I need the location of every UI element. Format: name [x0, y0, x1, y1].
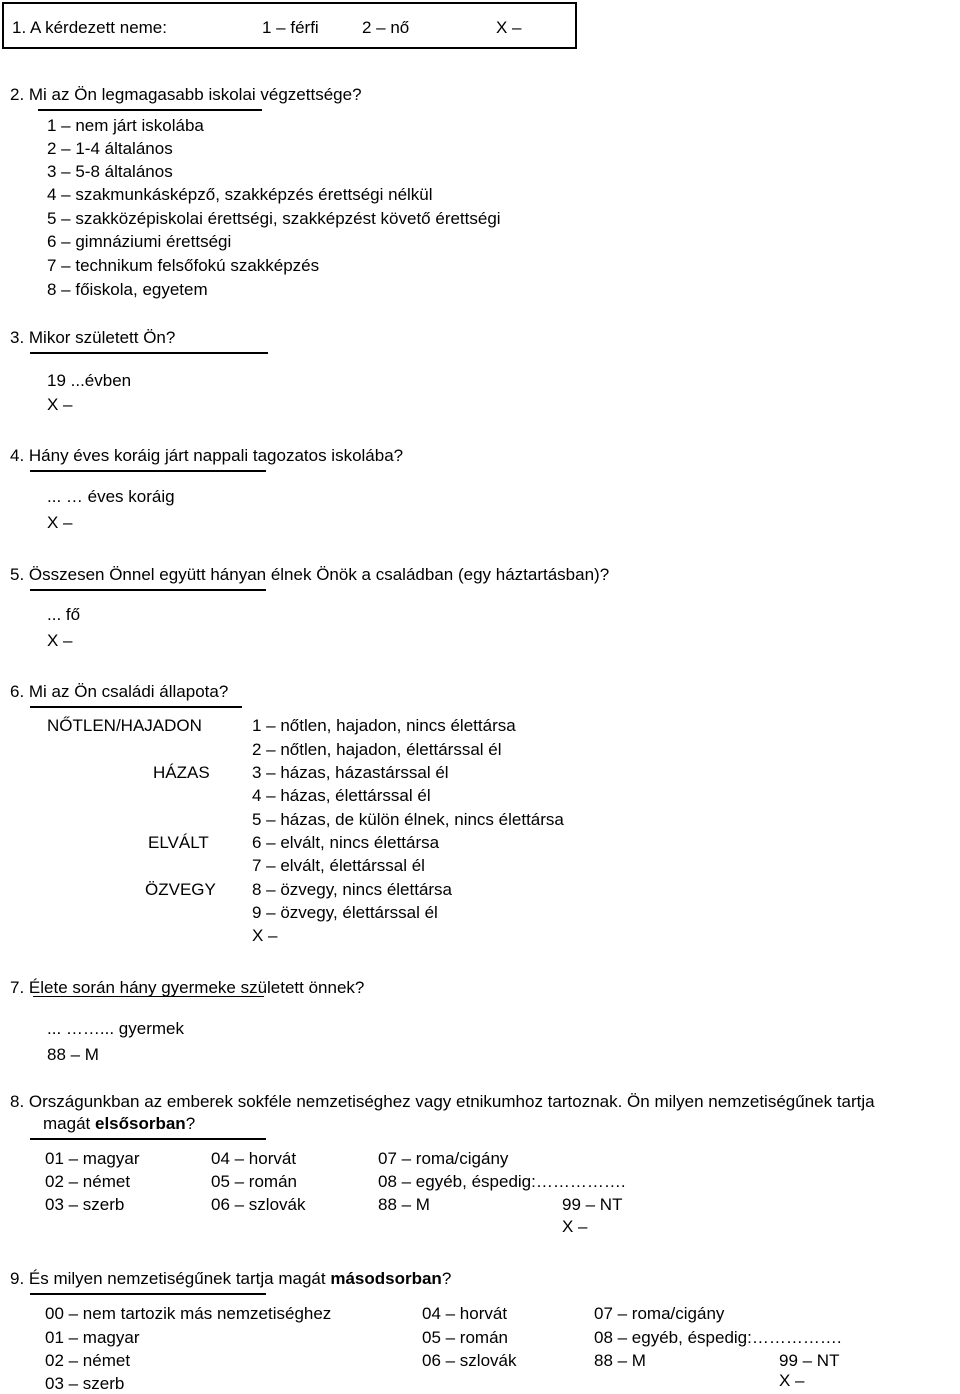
q6-option-6[interactable]: 6 – elvált, nincs élettársa: [252, 833, 440, 852]
q6-group-ozvegy: ÖZVEGY: [145, 880, 216, 899]
q6-group-elvalt: ELVÁLT: [148, 833, 209, 852]
q9-option-08[interactable]: 08 – egyéb, éspedig:…………….: [594, 1328, 842, 1347]
q8-option-05[interactable]: 05 – román: [211, 1172, 297, 1191]
q6-option-4[interactable]: 4 – házas, élettárssal él: [252, 786, 431, 805]
q2-option-8[interactable]: 8 – főiskola, egyetem: [47, 280, 208, 299]
q8-option-99[interactable]: 99 – NT: [562, 1195, 623, 1214]
q6-option-2[interactable]: 2 – nőtlen, hajadon, élettárssal él: [252, 740, 502, 759]
q3-label: 3. Mikor született Ön?: [10, 328, 176, 347]
q6-group-hazas: HÁZAS: [153, 763, 210, 782]
q9-option-99[interactable]: 99 – NT: [779, 1351, 840, 1370]
q2-label: 2. Mi az Ön legmagasabb iskolai végzettsége?: [10, 85, 362, 104]
q9-option-06[interactable]: 06 – szlovák: [422, 1351, 517, 1370]
q8-option-02[interactable]: 02 – német: [45, 1172, 131, 1191]
q9-option-05[interactable]: 05 – román: [422, 1328, 508, 1347]
q1-option-x[interactable]: X –: [496, 18, 522, 37]
q2-option-6[interactable]: 6 – gimnáziumi érettségi: [47, 232, 232, 251]
q1-option-2[interactable]: 2 – nő: [362, 18, 410, 37]
q7-label: 7. Élete során hány gyermeke született önnek?: [10, 978, 365, 997]
q1-label: 1. A kérdezett neme:: [12, 18, 167, 37]
q2-option-7[interactable]: 7 – technikum felsőfokú szakképzés: [47, 256, 320, 275]
q2-underline: [38, 109, 262, 111]
q1-option-1[interactable]: 1 – férfi: [262, 18, 319, 37]
q5-option-x[interactable]: X –: [47, 631, 73, 650]
q9-option-01[interactable]: 01 – magyar: [45, 1328, 140, 1347]
q9-option-07[interactable]: 07 – roma/cigány: [594, 1304, 725, 1323]
q2-option-1[interactable]: 1 – nem járt iskolába: [47, 116, 204, 135]
q5-label: 5. Összesen Önnel együtt hányan élnek Önök a családban (egy háztartásban)?: [10, 565, 610, 584]
q8-underline: [30, 1138, 266, 1140]
q7-option-m[interactable]: 88 – M: [47, 1045, 99, 1064]
q6-label: 6. Mi az Ön családi állapota?: [10, 682, 229, 701]
q6-option-x[interactable]: X –: [252, 926, 278, 945]
q4-label: 4. Hány éves koráig járt nappali tagozatos iskolába?: [10, 446, 404, 465]
q3-option-x[interactable]: X –: [47, 395, 73, 414]
q9-option-00[interactable]: 00 – nem tartozik más nemzetiséghez: [45, 1304, 332, 1323]
q8-option-08[interactable]: 08 – egyéb, éspedig:…………….: [378, 1172, 626, 1191]
q8-option-06[interactable]: 06 – szlovák: [211, 1195, 306, 1214]
q9-option-02[interactable]: 02 – német: [45, 1351, 131, 1370]
q9-underline: [30, 1293, 266, 1295]
q6-option-8[interactable]: 8 – özvegy, nincs élettársa: [252, 880, 453, 899]
q9-option-03[interactable]: 03 – szerb: [45, 1374, 125, 1393]
q2-option-3[interactable]: 3 – 5-8 általános: [47, 162, 173, 181]
q8-option-88[interactable]: 88 – M: [378, 1195, 430, 1214]
q5-answer[interactable]: ... fő: [47, 605, 81, 624]
q7-answer[interactable]: ... ……... gyermek: [47, 1019, 184, 1038]
q8-option-04[interactable]: 04 – horvát: [211, 1149, 297, 1168]
q8-option-03[interactable]: 03 – szerb: [45, 1195, 125, 1214]
q4-option-x[interactable]: X –: [47, 513, 73, 532]
q6-option-7[interactable]: 7 – elvált, élettárssal él: [252, 856, 425, 875]
q8-option-x[interactable]: X –: [562, 1217, 588, 1236]
q9-label: 9. És milyen nemzetiségűnek tartja magát másodsorban?: [10, 1269, 452, 1288]
q8-label-line1: 8. Országunkban az emberek sokféle nemzetiséghez vagy etnikumhoz tartoznak. Ön milyen nemzetiségűnek tartja: [10, 1092, 875, 1111]
q6-option-3[interactable]: 3 – házas, házastárssal él: [252, 763, 449, 782]
q2-option-5[interactable]: 5 – szakközépiskolai érettségi, szakképzést követő érettségi: [47, 209, 501, 228]
q5-underline: [30, 589, 266, 591]
q6-underline: [30, 706, 242, 708]
q8-label-line2: magát elsősorban?: [43, 1114, 196, 1133]
q6-group-notlen: NŐTLEN/HAJADON: [47, 716, 202, 735]
q7-underline: [33, 996, 264, 997]
q9-option-88[interactable]: 88 – M: [594, 1351, 646, 1370]
q2-option-2[interactable]: 2 – 1-4 általános: [47, 139, 173, 158]
q6-option-5[interactable]: 5 – házas, de külön élnek, nincs élettársa: [252, 810, 564, 829]
q3-underline: [30, 352, 268, 354]
q4-underline: [30, 470, 266, 472]
q4-answer[interactable]: ... … éves koráig: [47, 487, 175, 506]
q3-answer[interactable]: 19 ...évben: [47, 371, 132, 390]
q8-option-07[interactable]: 07 – roma/cigány: [378, 1149, 509, 1168]
q8-option-01[interactable]: 01 – magyar: [45, 1149, 140, 1168]
q6-option-1[interactable]: 1 – nőtlen, hajadon, nincs élettársa: [252, 716, 516, 735]
q9-option-04[interactable]: 04 – horvát: [422, 1304, 508, 1323]
q2-option-4[interactable]: 4 – szakmunkásképző, szakképzés érettségi nélkül: [47, 185, 433, 204]
q6-option-9[interactable]: 9 – özvegy, élettárssal él: [252, 903, 438, 922]
q9-option-x[interactable]: X –: [779, 1371, 805, 1390]
